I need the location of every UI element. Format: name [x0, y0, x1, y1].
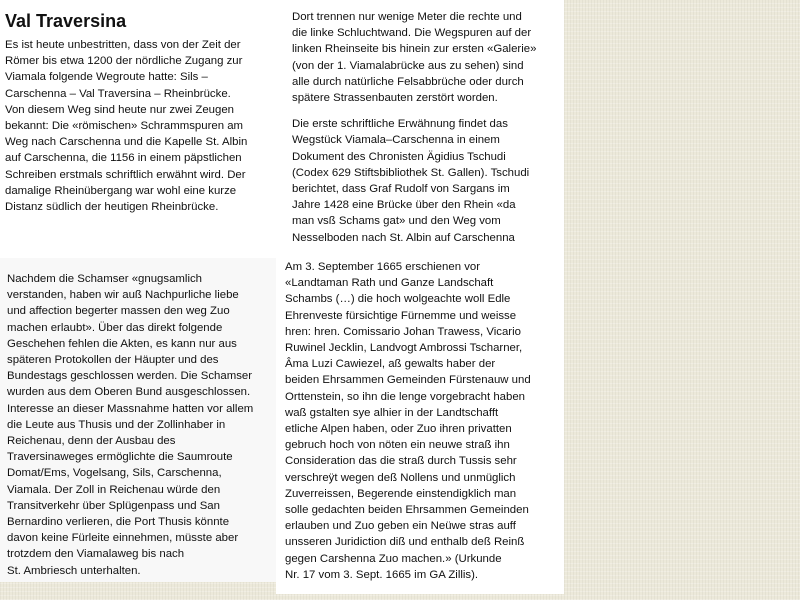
text-panel-top-right	[282, 0, 564, 258]
text-line: gegen Carshenna Zuo machen.» (Urkunde	[285, 552, 502, 565]
text-line: Jahre 1428 eine Brücke über den Rhein «da	[292, 199, 516, 212]
text-line: machen erlaubt». Über das direkt folgende	[7, 321, 223, 334]
text-line: Dokument des Chronisten Ägidius Tschudi	[292, 150, 506, 163]
paragraph-schlucht	[292, 9, 564, 106]
text-line: (von der 1. Viamalabrücke aus zu sehen) sind	[292, 59, 524, 72]
text-line: Wegstück Viamala–Carschenna in einem	[292, 134, 500, 147]
text-line: Römer bis etwa 1200 der nördliche Zugang zur	[5, 55, 243, 68]
text-line: St. Ambriesch unterhalten.	[7, 564, 141, 577]
text-line: auf Carschenna, die 1156 in einem päpstlichen	[5, 152, 242, 165]
text-line: gebruch hoch von nöten ein neuwe straß ihn	[285, 439, 510, 452]
text-line: und affection begerter massen den weg Zuo	[7, 305, 230, 318]
page-title: Val Traversina	[5, 11, 127, 31]
text-line: Am 3. September 1665 erschienen vor	[285, 261, 481, 273]
text-line: linken Rheinseite bis hinein zur ersten «Galerie»	[292, 43, 537, 56]
text-line: erlauben und Zuo geben ein Neüwe stras auff	[285, 520, 516, 533]
text-line: Transitverkehr über Splügenpass und San	[7, 499, 220, 512]
text-panel-top-left	[0, 0, 282, 258]
text-line: Schreiben erstmals schriftlich erwähnt wird. Der	[5, 168, 246, 181]
text-line: verschreÿt wegen deß Nollens und unmüglich	[285, 471, 516, 484]
text-line: Reichenau, denn der Ausbau des	[7, 435, 176, 448]
text-line: solle gedachten beiden Ehrsammen Gemeinden	[285, 504, 529, 517]
text-line: Distanz südlich der heutigen Rheinbrücke.	[5, 201, 219, 214]
text-panel-bottom-right	[276, 255, 564, 594]
text-line: alle durch natürliche Felsabbrüche oder durch	[292, 75, 524, 88]
text-line: Geschehen fehlen die Akten, es kann nur aus	[7, 337, 237, 350]
text-line: Schambs (…) die hoch wolgeachte woll Edle	[285, 293, 511, 306]
text-line: Traversinaweges ermöglichte die Saumroute	[7, 451, 233, 464]
text-line: Weg nach Carschenna und die Kapelle St. Albin	[5, 136, 248, 149]
text-line: Nr. 17 vom 3. Sept. 1665 im GA Zillis).	[285, 568, 479, 581]
text-line: Carschenna – Val Traversina – Rheinbrücke.	[5, 87, 231, 100]
text-line: verstanden, haben wir auß Nachpurliche liebe	[7, 289, 239, 302]
text-line: Bernardino verlieren, die Port Thusis könnte	[7, 516, 230, 529]
paragraph-intro	[5, 37, 276, 215]
text-line: Âma Luzi Cawiezel, aß gewalts haber der	[285, 358, 496, 371]
text-line: Bundestags geschlossen werden. Die Schamser	[7, 370, 253, 383]
text-line: berichtet, dass Graf Rudolf von Sargans im	[292, 183, 510, 196]
text-line: unsseren Juridiction diß und enthalb deß Reinß	[285, 536, 525, 549]
text-line: Nachdem die Schamser «gnugsamlich	[7, 273, 203, 285]
text-line: Viamala folgende Wegroute hatte: Sils –	[5, 71, 208, 84]
text-line: Ehrenveste fürsichtige Fürnemme und weisse	[285, 309, 517, 322]
text-line: späteren Protokollen der Häupter und des	[7, 354, 219, 367]
text-line: trotzdem den Viamalaweg bis nach	[7, 548, 185, 561]
text-line: die linke Schluchtwand. Die Wegspuren auf der	[292, 27, 532, 40]
text-line: man vsß Schams gat» und den Weg vom	[292, 215, 501, 228]
text-line: davon keine Fürleite einnehmen, müsste aber	[7, 532, 239, 545]
text-panel-bottom-left	[0, 258, 276, 582]
text-line: (Codex 629 Stiftsbibliothek St. Gallen). Tschudi	[292, 166, 530, 179]
paragraph-schamser	[7, 271, 276, 579]
text-line: damalige Rheinübergang war wohl eine kurze	[5, 184, 237, 197]
text-line: Nesselboden nach St. Albin auf Carschenna	[292, 231, 515, 244]
text-line: waß gstalten sye alhier in der Landtschafft	[285, 406, 499, 419]
text-line: etliche Alpen haben, oder Zuo ihren privatten	[285, 423, 512, 436]
text-line: Orttenstein, so ihn die lenge vorgebracht haben	[285, 390, 525, 403]
text-line: Domat/Ems, Vogelsang, Sils, Carschenna,	[7, 467, 222, 480]
text-line: Interesse an dieser Massnahme hatten vor allem	[7, 402, 254, 415]
text-line: Dort trennen nur wenige Meter die rechte und	[292, 11, 522, 23]
text-line: Ruwinel Jecklin, Landvogt Ambrossi Tscharner,	[285, 342, 523, 355]
text-line: Viamala. Der Zoll in Reichenau würde den	[7, 483, 221, 496]
text-line: Consideration das die straß durch Tussis sehr	[285, 455, 517, 468]
text-line: Von diesem Weg sind heute nur zwei Zeugen	[5, 103, 235, 116]
text-line: Zuverreissen, Begerende einstendigklich man	[285, 487, 517, 500]
text-line: Es ist heute unbestritten, dass von der Zeit der	[5, 39, 241, 51]
paragraph-urkunde	[285, 259, 564, 583]
text-line: spätere Strassenbauten zerstört worden.	[292, 92, 498, 105]
text-line: beiden Ehrsammen Gemeinden Fürstenauw und	[285, 374, 531, 387]
paragraph-tschudi	[292, 116, 564, 246]
text-line: hren: hren. Comissario Johan Trawess, Vicario	[285, 325, 521, 338]
text-line: Die erste schriftliche Erwähnung findet das	[292, 118, 508, 131]
text-line: wurden aus dem Oberen Bund ausgeschlossen.	[7, 386, 251, 399]
text-line: bekannt: Die «römischen» Schrammspuren am	[5, 120, 244, 133]
text-line: «Landtaman Rath und Ganze Landschaft	[285, 277, 494, 290]
text-line: die Leute aus Thusis und der Zollinhaber in	[7, 418, 226, 431]
